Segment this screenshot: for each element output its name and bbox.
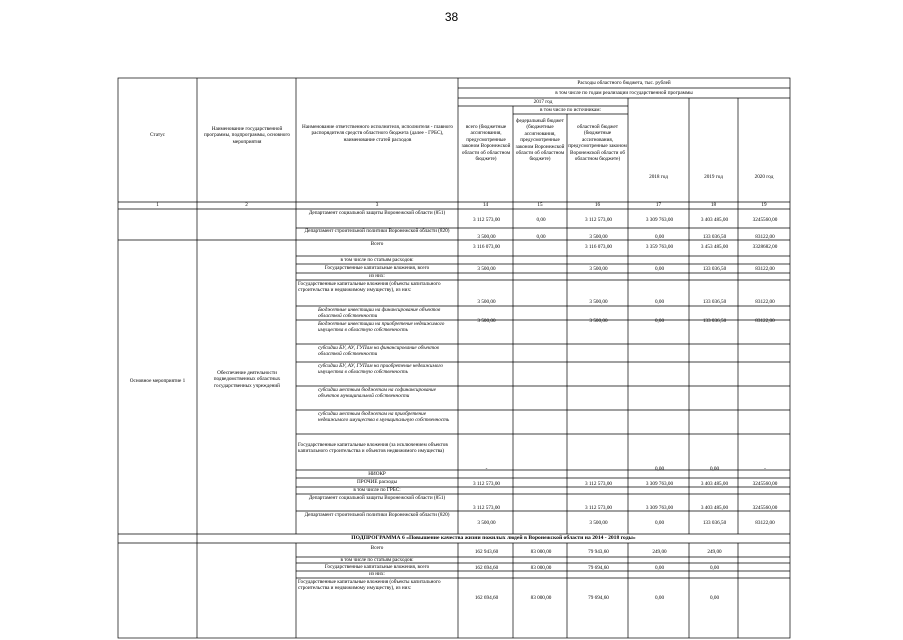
regional-header: областной бюджет (бюджетные ассигнования, предусмотренные законом Воронежской области об областном бюджете) (568, 124, 627, 163)
value-cell: 162 694,60 (474, 565, 499, 571)
value-cell: 79 943,60 (588, 549, 609, 555)
value-cell: - (485, 466, 488, 472)
row-label: субсидии местным бюджетам на софинансирование объектов муниципальной собственности (318, 387, 436, 400)
value-cell: 0,00 (709, 565, 720, 571)
federal-header: федеральный бюджет (бюджетные ассигнования, предусмотренные законом Воронежской области об областном бюджете) (515, 118, 565, 163)
value-cell: 83122,00 (755, 234, 775, 240)
col-number: 1 (156, 202, 159, 208)
row-label: Государственные капитальные вложения, всего (324, 265, 430, 271)
value-cell: 0,00 (654, 266, 665, 272)
value-cell: 3 500,00 (477, 266, 496, 272)
row-label: Департамент строительной политики Воронежской области (820) (304, 228, 450, 234)
col-number: 15 (537, 202, 543, 208)
row-label: Государственные капитальные вложения (за исключением объектов капитального строительства и объектов недвижимого имущества) (298, 442, 448, 455)
status-header: Статус (150, 132, 165, 138)
value-cell: 133 036,50 (702, 318, 727, 324)
value-cell: 3 116 073,00 (584, 244, 613, 250)
row-label: Бюджетные инвестиции на финансирование объектов областной собственности (318, 307, 441, 320)
value-cell: 3 309 763,00 (645, 505, 674, 511)
col-number: 19 (761, 202, 767, 208)
by-years-header: в том числе по годам реализации государственной программы (555, 90, 693, 96)
value-cell: 133 036,50 (702, 266, 727, 272)
value-cell: 3245560,00 (752, 217, 778, 223)
value-cell: 0,00 (536, 217, 546, 223)
row-label: в том числе по статьям расходов: (340, 257, 414, 263)
y2020-header: 2020 год (754, 174, 774, 180)
value-cell: 3 500,00 (477, 318, 496, 324)
value-cell: 3 500,00 (589, 299, 608, 305)
value-cell: 3 112 573,00 (472, 217, 501, 223)
value-cell: 3 500,00 (589, 318, 608, 324)
value-cell: 3 500,00 (589, 266, 608, 272)
program-name-header: Наименование государственной программы, подпрограммы, основного мероприятия (204, 126, 290, 145)
value-cell: 133 036,50 (702, 299, 727, 305)
sub-row-label: в том числе по статьям расходов: (340, 557, 414, 563)
value-cell: 3 500,00 (477, 520, 496, 526)
row-label: НИОКР (368, 471, 386, 477)
y2018-header: 2018 год (649, 174, 668, 180)
value-cell: 3 500,00 (589, 520, 608, 526)
value-cell: 0,00 (654, 565, 665, 571)
value-cell: 3 403 485,00 (700, 481, 729, 487)
value-cell: 83122,00 (755, 520, 775, 526)
value-cell: 0,00 (654, 595, 665, 601)
value-cell: 83122,00 (755, 318, 775, 324)
value-cell: 3 112 573,00 (584, 505, 613, 511)
row-label: Государственные капитальные вложения (объекты капитального строительства и недвижимому имуществу), из них: (298, 281, 441, 294)
value-cell: 3 403 485,00 (700, 505, 729, 511)
value-cell: 3 116 073,00 (472, 244, 501, 250)
value-cell: 3245560,00 (752, 505, 778, 511)
row-label: Департамент строительной политики Воронежской области (820) (304, 512, 450, 518)
value-cell: 3 309 763,00 (645, 481, 674, 487)
row-label: субсидии местным бюджетам на приобретение недвижимого имущества в муниципальную собственность (318, 411, 450, 424)
row-label: из них: (369, 273, 385, 279)
value-cell: 0,00 (654, 234, 665, 240)
col-number: 16 (594, 202, 601, 208)
year-2017-header: 2017 год (533, 99, 553, 105)
row-label: в том числе по ГРБС: (353, 487, 401, 493)
row-label: субсидии БУ, АУ, ГУПам на приобретение недвижимого имущества в областную собственность (318, 363, 444, 376)
value-cell: 133 036,50 (702, 520, 727, 526)
value-cell: 0,00 (654, 299, 665, 305)
value-cell: 79 694,60 (588, 565, 609, 571)
sub-row-label: из них: (369, 571, 385, 577)
expenses-header: Расходы областного бюджета, тыс. рублей (577, 80, 671, 86)
value-cell: 3 500,00 (477, 299, 496, 305)
value-cell: 0,00 (709, 466, 720, 472)
col-number: 2 (245, 202, 248, 208)
y2019-header: 2019 год (704, 174, 723, 180)
value-cell: 162 943,60 (474, 549, 499, 555)
value-cell: 3 112 573,00 (472, 505, 501, 511)
by-sources-header: в том числе по источникам: (540, 107, 601, 113)
value-cell: 79 694,60 (588, 595, 609, 601)
value-cell: 83122,00 (755, 299, 775, 305)
sub-row-label: Всего (370, 545, 384, 551)
row-label: субсидии БУ, АУ, ГУПам на финансирование объектов областной собственности (318, 345, 439, 358)
value-cell: 3245560,00 (752, 481, 778, 487)
value-cell: 3 112 573,00 (472, 481, 501, 487)
row-label: ПРОЧИЕ расходы (357, 479, 397, 485)
subprogram-title: ПОДПРОГРАММА 6 «Повышение качества жизни пожилых людей в Воронежской области на 2014 - 2018 годы» (351, 535, 636, 541)
executor-header: Наименование ответственного исполнителя, исполнителя - главного распорядителя средств областного бюджета (далее - ГРБС), наименование статей расходов (302, 124, 453, 143)
col-number: 18 (710, 202, 717, 208)
value-cell: 3 112 573,00 (584, 481, 613, 487)
name-cell: Обеспечение деятельности подведомственных областных государственных учреждений (213, 370, 281, 389)
value-cell: 83 000,00 (530, 565, 552, 571)
value-cell: 83122,00 (755, 266, 775, 272)
value-cell: 83 000,00 (530, 549, 552, 555)
sub-row-label: Государственные капитальные вложения, всего (324, 564, 430, 570)
row-label: Департамент социальной защиты Воронежской области (851) (308, 495, 446, 501)
value-cell: 249,00 (652, 549, 667, 555)
value-cell: 0,00 (654, 466, 665, 472)
row-label: Департамент социальной защиты Воронежской области (851) (308, 210, 446, 216)
value-cell: 3 309 763,00 (645, 217, 674, 223)
sub-row-label: Государственные капитальные вложения (объекты капитального строительства и недвижимому имуществу), из них: (298, 579, 441, 592)
value-cell: 0,00 (536, 234, 546, 240)
value-cell: 3 359 763,00 (645, 244, 674, 250)
value-cell: 83 000,00 (530, 595, 552, 601)
value-cell: 162 694,60 (474, 595, 499, 601)
value-cell: - (764, 466, 766, 472)
value-cell: 0,00 (654, 318, 665, 324)
value-cell: 3 500,00 (589, 234, 608, 240)
col-number: 17 (655, 202, 662, 208)
value-cell: 3 403 485,00 (700, 217, 729, 223)
row-label: Всего (370, 241, 384, 247)
value-cell: 3328682,00 (752, 244, 778, 250)
status-cell: Основное мероприятие 1 (129, 378, 186, 384)
value-cell: 133 036,50 (702, 234, 727, 240)
page-number: 38 (444, 10, 459, 24)
col-number: 14 (482, 202, 489, 208)
value-cell: 0,00 (654, 520, 665, 526)
value-cell: 3 500,00 (477, 234, 496, 240)
col-number: 3 (375, 202, 379, 208)
value-cell: 3 112 573,00 (584, 217, 613, 223)
value-cell: 3 453 485,00 (700, 244, 729, 250)
value-cell: 249,00 (707, 549, 722, 555)
total-header: всего (бюджетные ассигнования, предусмотренные законом Воронежской области об областном бюджете) (461, 124, 511, 163)
value-cell: 0,00 (709, 595, 720, 601)
row-label: Бюджетные инвестиции на приобретение недвижимого имущества в областную собственность (318, 321, 445, 334)
